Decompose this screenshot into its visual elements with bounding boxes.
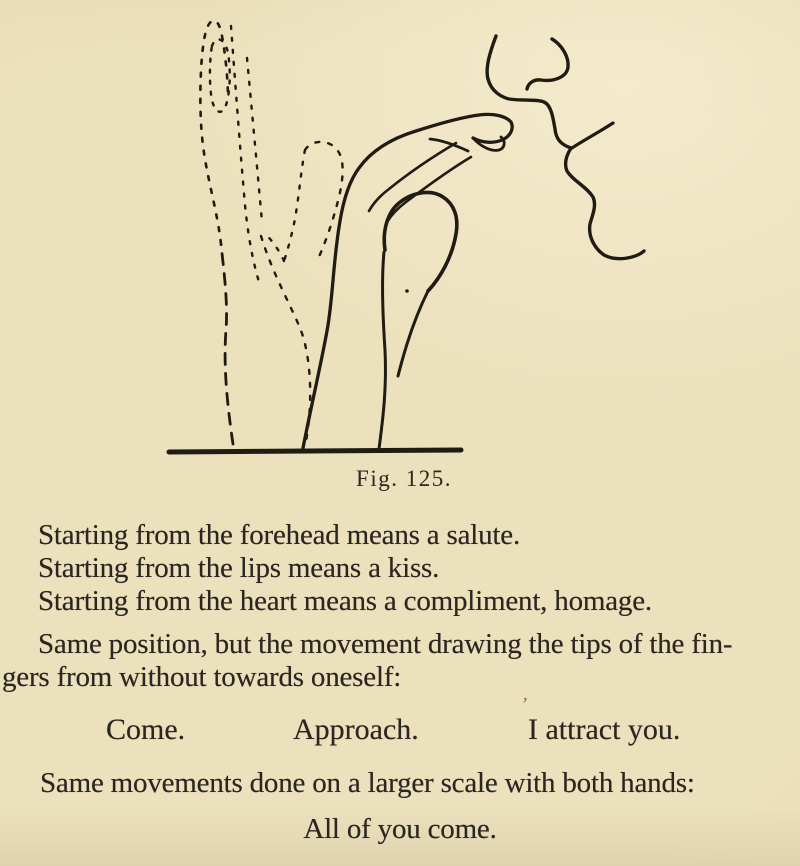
dashed-start-hand-illustration [200, 21, 342, 446]
gesture-word-come: Come. [106, 713, 186, 746]
text-line-both-hands: Same movements done on a larger scale with both hands: [40, 767, 695, 799]
solid-hand-illustration [303, 114, 512, 449]
text-line-towards-oneself: gers from without towards oneself: [2, 661, 402, 693]
text-line-same-position: Same position, but the movement drawing the tips of the fin- [38, 628, 733, 660]
text-line-lips: Starting from the lips means a kiss. [38, 552, 440, 584]
stray-ink-mark: ’ [519, 693, 530, 717]
face-profile-illustration [487, 36, 644, 259]
figure-caption: Fig. 125. [356, 466, 452, 491]
gesture-word-i-attract-you: I attract you. [528, 713, 681, 746]
ground-line [169, 450, 461, 452]
text-line-all-of-you-come: All of you come. [303, 813, 497, 845]
text-line-heart: Starting from the heart means a compliment, homage. [38, 585, 652, 617]
text-line-forehead: Starting from the forehead means a salute. [38, 519, 521, 551]
gesture-word-approach: Approach. [293, 713, 419, 746]
palm-dot [405, 289, 409, 293]
